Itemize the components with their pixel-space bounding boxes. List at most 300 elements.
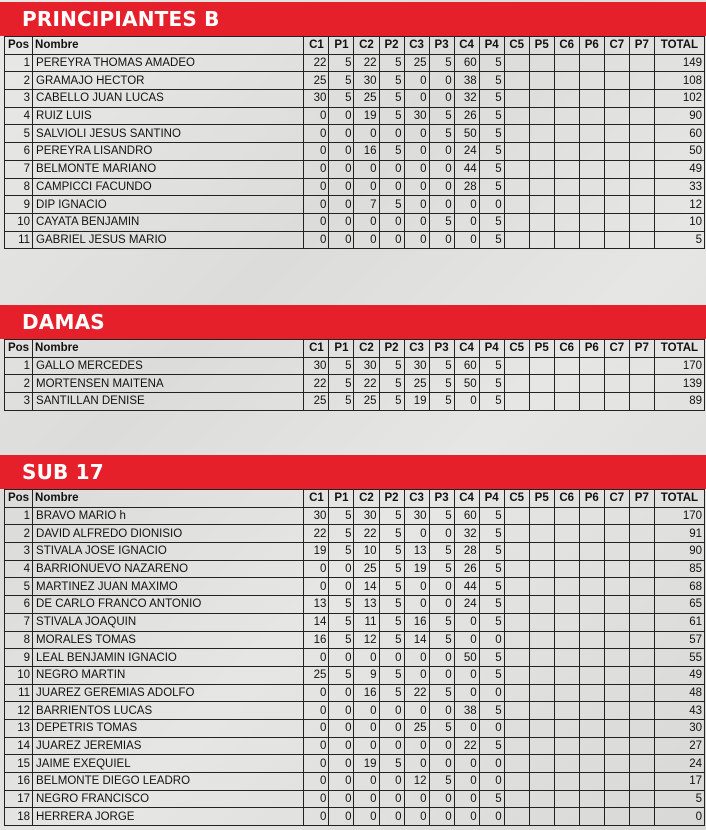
score-cell xyxy=(579,666,604,684)
position-cell: 7 xyxy=(5,160,33,178)
score-cell: 5 xyxy=(429,107,454,125)
name-cell: CABELLO JUAN LUCAS xyxy=(33,90,304,108)
column-header: P5 xyxy=(529,490,554,508)
score-cell: 0 xyxy=(354,213,379,231)
score-cell: 5 xyxy=(479,178,504,196)
score-cell xyxy=(579,125,604,143)
score-cell xyxy=(554,702,579,720)
score-cell: 5 xyxy=(479,737,504,755)
score-cell: 0 xyxy=(404,125,429,143)
score-cell xyxy=(529,543,554,561)
table-row xyxy=(5,790,705,808)
score-cell xyxy=(554,178,579,196)
score-cell: 5 xyxy=(379,578,404,596)
score-cell: 5 xyxy=(329,666,354,684)
section-damas xyxy=(0,305,706,411)
score-cell: 5 xyxy=(479,596,504,614)
position-cell: 18 xyxy=(5,808,33,826)
score-cell: 0 xyxy=(404,737,429,755)
score-cell xyxy=(604,90,629,108)
total-cell: 61 xyxy=(654,613,704,631)
score-cell: 0 xyxy=(329,649,354,667)
column-header: C5 xyxy=(504,37,529,55)
score-cell: 0 xyxy=(454,790,479,808)
score-cell xyxy=(504,357,529,375)
total-cell: 90 xyxy=(654,107,704,125)
score-cell xyxy=(629,143,654,161)
score-cell xyxy=(504,72,529,90)
score-cell xyxy=(554,143,579,161)
total-cell: 170 xyxy=(654,357,704,375)
score-cell xyxy=(529,790,554,808)
score-cell xyxy=(554,213,579,231)
score-cell: 0 xyxy=(429,596,454,614)
score-cell: 0 xyxy=(329,578,354,596)
column-header: C1 xyxy=(304,490,329,508)
score-cell: 0 xyxy=(354,125,379,143)
score-cell: 0 xyxy=(304,808,329,826)
score-cell xyxy=(554,737,579,755)
score-cell xyxy=(604,196,629,214)
column-header: C1 xyxy=(304,37,329,55)
score-cell: 5 xyxy=(379,613,404,631)
score-cell xyxy=(504,666,529,684)
position-cell: 2 xyxy=(5,72,33,90)
score-cell: 5 xyxy=(379,684,404,702)
column-header: P4 xyxy=(479,490,504,508)
score-cell xyxy=(604,684,629,702)
score-cell: 0 xyxy=(354,790,379,808)
column-header: P3 xyxy=(429,340,454,358)
column-header: C7 xyxy=(604,490,629,508)
position-cell: 6 xyxy=(5,143,33,161)
position-cell: 11 xyxy=(5,231,33,249)
score-cell xyxy=(604,72,629,90)
score-cell: 10 xyxy=(354,543,379,561)
total-cell: 43 xyxy=(654,702,704,720)
score-cell xyxy=(629,213,654,231)
column-header: C1 xyxy=(304,340,329,358)
table-row xyxy=(5,719,705,737)
score-cell xyxy=(554,507,579,525)
score-cell xyxy=(504,543,529,561)
column-header: C4 xyxy=(454,340,479,358)
position-cell: 7 xyxy=(5,613,33,631)
header-row xyxy=(5,37,705,55)
column-header: P4 xyxy=(479,340,504,358)
column-header: P3 xyxy=(429,37,454,55)
position-cell: 9 xyxy=(5,649,33,667)
table-row xyxy=(5,631,705,649)
score-cell: 25 xyxy=(404,719,429,737)
score-cell: 5 xyxy=(479,543,504,561)
score-cell: 38 xyxy=(454,702,479,720)
position-cell: 10 xyxy=(5,666,33,684)
score-cell xyxy=(504,213,529,231)
table-row xyxy=(5,357,705,375)
score-cell: 0 xyxy=(304,125,329,143)
score-cell: 14 xyxy=(404,631,429,649)
score-cell: 5 xyxy=(479,143,504,161)
column-header: P1 xyxy=(329,37,354,55)
name-cell: DAVID ALFREDO DIONISIO xyxy=(33,525,304,543)
score-cell xyxy=(504,684,529,702)
score-cell: 0 xyxy=(304,719,329,737)
score-cell: 25 xyxy=(304,72,329,90)
score-cell: 5 xyxy=(379,525,404,543)
score-cell xyxy=(529,560,554,578)
table-row xyxy=(5,613,705,631)
score-cell xyxy=(529,702,554,720)
score-cell xyxy=(604,54,629,72)
table-row xyxy=(5,649,705,667)
position-cell: 8 xyxy=(5,631,33,649)
score-cell xyxy=(554,719,579,737)
table-row xyxy=(5,213,705,231)
table-row xyxy=(5,54,705,72)
score-cell xyxy=(504,596,529,614)
score-cell xyxy=(604,596,629,614)
score-cell: 0 xyxy=(429,649,454,667)
score-cell: 0 xyxy=(304,213,329,231)
score-cell: 5 xyxy=(379,543,404,561)
score-cell xyxy=(504,578,529,596)
score-cell: 5 xyxy=(479,507,504,525)
position-cell: 1 xyxy=(5,357,33,375)
score-cell xyxy=(529,160,554,178)
score-cell xyxy=(604,507,629,525)
table-row xyxy=(5,196,705,214)
score-cell xyxy=(579,773,604,791)
score-cell xyxy=(504,631,529,649)
score-cell: 22 xyxy=(354,54,379,72)
score-cell xyxy=(529,596,554,614)
score-cell xyxy=(554,755,579,773)
position-cell: 12 xyxy=(5,702,33,720)
column-header: P2 xyxy=(379,37,404,55)
score-cell: 5 xyxy=(379,90,404,108)
score-cell xyxy=(554,393,579,411)
score-cell: 11 xyxy=(354,613,379,631)
score-cell: 0 xyxy=(404,72,429,90)
score-cell xyxy=(554,790,579,808)
score-cell xyxy=(504,808,529,826)
table-row xyxy=(5,178,705,196)
score-cell: 0 xyxy=(354,160,379,178)
column-header: P1 xyxy=(329,490,354,508)
score-cell: 0 xyxy=(429,808,454,826)
position-cell: 3 xyxy=(5,393,33,411)
score-cell: 5 xyxy=(379,507,404,525)
score-cell: 0 xyxy=(429,231,454,249)
score-cell xyxy=(504,90,529,108)
score-cell xyxy=(554,666,579,684)
score-cell: 0 xyxy=(304,684,329,702)
name-cell: NEGRO MARTIN xyxy=(33,666,304,684)
score-cell xyxy=(579,560,604,578)
score-cell xyxy=(579,375,604,393)
total-cell: 49 xyxy=(654,160,704,178)
score-cell xyxy=(554,231,579,249)
score-cell: 5 xyxy=(429,213,454,231)
total-cell: 30 xyxy=(654,719,704,737)
score-cell: 26 xyxy=(454,107,479,125)
score-cell: 5 xyxy=(429,54,454,72)
score-cell xyxy=(579,90,604,108)
score-cell: 0 xyxy=(429,196,454,214)
table-row xyxy=(5,666,705,684)
score-cell xyxy=(579,737,604,755)
score-cell: 0 xyxy=(304,790,329,808)
score-cell: 38 xyxy=(454,72,479,90)
score-cell: 5 xyxy=(429,560,454,578)
score-cell: 0 xyxy=(329,790,354,808)
name-cell: BARRIONUEVO NAZARENO xyxy=(33,560,304,578)
score-cell: 5 xyxy=(379,72,404,90)
score-cell: 5 xyxy=(429,684,454,702)
score-cell: 0 xyxy=(429,143,454,161)
score-cell xyxy=(604,631,629,649)
score-cell: 16 xyxy=(354,143,379,161)
table-row xyxy=(5,773,705,791)
score-cell: 0 xyxy=(479,631,504,649)
score-cell: 5 xyxy=(429,393,454,411)
score-cell xyxy=(604,773,629,791)
table-row xyxy=(5,507,705,525)
name-cell: BELMONTE DIEGO LEADRO xyxy=(33,773,304,791)
score-cell: 12 xyxy=(354,631,379,649)
score-cell: 0 xyxy=(329,719,354,737)
section-title: SUB 17 xyxy=(0,455,706,489)
score-cell xyxy=(529,773,554,791)
score-cell xyxy=(629,231,654,249)
name-cell: CAYATA BENJAMIN xyxy=(33,213,304,231)
total-cell: 108 xyxy=(654,72,704,90)
score-cell: 0 xyxy=(329,178,354,196)
score-cell xyxy=(529,808,554,826)
score-cell: 0 xyxy=(354,773,379,791)
score-cell: 0 xyxy=(479,755,504,773)
score-cell: 5 xyxy=(479,375,504,393)
position-cell: 15 xyxy=(5,755,33,773)
score-cell xyxy=(529,525,554,543)
column-header: P7 xyxy=(629,490,654,508)
score-cell: 16 xyxy=(404,613,429,631)
score-cell xyxy=(504,649,529,667)
score-cell xyxy=(604,649,629,667)
score-cell: 26 xyxy=(454,560,479,578)
score-cell xyxy=(604,666,629,684)
name-cell: STIVALA JOSE IGNACIO xyxy=(33,543,304,561)
score-cell xyxy=(579,178,604,196)
score-cell: 5 xyxy=(479,393,504,411)
score-cell: 0 xyxy=(354,231,379,249)
section-principiantes-b xyxy=(0,2,706,249)
score-cell: 0 xyxy=(304,578,329,596)
score-cell: 25 xyxy=(304,666,329,684)
total-cell: 33 xyxy=(654,178,704,196)
score-cell xyxy=(629,507,654,525)
score-cell: 0 xyxy=(329,773,354,791)
score-cell xyxy=(579,107,604,125)
score-cell: 5 xyxy=(379,107,404,125)
total-cell: 91 xyxy=(654,525,704,543)
score-cell: 0 xyxy=(454,213,479,231)
position-cell: 1 xyxy=(5,507,33,525)
score-cell: 5 xyxy=(429,543,454,561)
score-cell xyxy=(554,684,579,702)
column-header: P6 xyxy=(579,340,604,358)
score-cell: 24 xyxy=(454,143,479,161)
position-cell: 2 xyxy=(5,375,33,393)
score-cell xyxy=(554,525,579,543)
score-cell: 5 xyxy=(379,393,404,411)
score-cell xyxy=(529,357,554,375)
score-cell xyxy=(579,613,604,631)
score-cell: 0 xyxy=(429,72,454,90)
score-cell xyxy=(529,578,554,596)
score-cell: 0 xyxy=(379,773,404,791)
score-cell xyxy=(604,525,629,543)
score-cell xyxy=(629,107,654,125)
results-table xyxy=(4,489,705,826)
score-cell: 22 xyxy=(304,375,329,393)
score-cell: 0 xyxy=(479,773,504,791)
score-cell xyxy=(579,231,604,249)
position-cell: 13 xyxy=(5,719,33,737)
score-cell xyxy=(579,196,604,214)
score-cell: 5 xyxy=(479,525,504,543)
name-cell: PEREYRA LISANDRO xyxy=(33,143,304,161)
total-cell: 27 xyxy=(654,737,704,755)
score-cell xyxy=(504,393,529,411)
position-cell: 14 xyxy=(5,737,33,755)
total-cell: 60 xyxy=(654,125,704,143)
score-cell: 0 xyxy=(404,596,429,614)
score-cell: 0 xyxy=(404,525,429,543)
score-cell: 25 xyxy=(404,375,429,393)
score-cell xyxy=(579,213,604,231)
score-cell xyxy=(629,790,654,808)
table-row xyxy=(5,596,705,614)
score-cell: 7 xyxy=(354,196,379,214)
score-cell: 0 xyxy=(429,737,454,755)
score-cell: 0 xyxy=(429,578,454,596)
score-cell: 0 xyxy=(304,107,329,125)
score-cell: 0 xyxy=(379,213,404,231)
score-cell xyxy=(504,375,529,393)
column-header: C2 xyxy=(354,490,379,508)
header-row xyxy=(5,340,705,358)
score-cell xyxy=(629,125,654,143)
score-cell: 0 xyxy=(329,213,354,231)
column-header: C7 xyxy=(604,340,629,358)
score-cell xyxy=(579,578,604,596)
total-cell: 85 xyxy=(654,560,704,578)
score-cell xyxy=(554,90,579,108)
score-cell xyxy=(504,507,529,525)
score-cell xyxy=(529,755,554,773)
column-header: Nombre xyxy=(33,490,304,508)
score-cell: 0 xyxy=(404,666,429,684)
score-cell xyxy=(579,393,604,411)
score-cell: 5 xyxy=(379,143,404,161)
table-row xyxy=(5,125,705,143)
score-cell: 0 xyxy=(379,649,404,667)
score-cell: 0 xyxy=(429,666,454,684)
total-cell: 139 xyxy=(654,375,704,393)
table-row xyxy=(5,90,705,108)
score-cell xyxy=(629,773,654,791)
score-cell xyxy=(554,543,579,561)
header-row xyxy=(5,490,705,508)
score-cell xyxy=(554,578,579,596)
score-cell: 16 xyxy=(304,631,329,649)
score-cell xyxy=(604,613,629,631)
score-cell: 30 xyxy=(354,507,379,525)
results-table xyxy=(4,339,705,411)
name-cell: BELMONTE MARIANO xyxy=(33,160,304,178)
score-cell: 0 xyxy=(454,719,479,737)
score-cell: 19 xyxy=(354,755,379,773)
score-cell: 30 xyxy=(404,107,429,125)
score-cell xyxy=(604,790,629,808)
score-cell: 5 xyxy=(379,196,404,214)
total-cell: 90 xyxy=(654,543,704,561)
score-cell: 0 xyxy=(404,178,429,196)
score-cell xyxy=(529,231,554,249)
score-cell: 9 xyxy=(354,666,379,684)
score-cell xyxy=(554,773,579,791)
score-cell: 0 xyxy=(379,125,404,143)
score-cell: 0 xyxy=(379,808,404,826)
score-cell: 5 xyxy=(479,231,504,249)
score-cell: 0 xyxy=(329,702,354,720)
column-header: P5 xyxy=(529,340,554,358)
score-cell xyxy=(504,719,529,737)
score-cell: 5 xyxy=(479,649,504,667)
column-header: P3 xyxy=(429,490,454,508)
score-cell: 0 xyxy=(404,143,429,161)
score-cell xyxy=(504,737,529,755)
score-cell: 0 xyxy=(379,702,404,720)
score-cell xyxy=(554,631,579,649)
score-cell xyxy=(504,143,529,161)
score-cell: 0 xyxy=(379,178,404,196)
table-row xyxy=(5,375,705,393)
score-cell: 60 xyxy=(454,507,479,525)
score-cell: 0 xyxy=(479,196,504,214)
position-cell: 4 xyxy=(5,107,33,125)
name-cell: RUIZ LUIS xyxy=(33,107,304,125)
score-cell: 0 xyxy=(304,755,329,773)
score-cell: 5 xyxy=(329,631,354,649)
score-cell: 5 xyxy=(429,507,454,525)
score-cell: 5 xyxy=(479,357,504,375)
score-cell: 0 xyxy=(429,90,454,108)
name-cell: MARTINEZ JUAN MAXIMO xyxy=(33,578,304,596)
column-header: P5 xyxy=(529,37,554,55)
score-cell xyxy=(579,631,604,649)
column-header: P6 xyxy=(579,37,604,55)
score-cell: 0 xyxy=(479,684,504,702)
results-table xyxy=(4,36,705,249)
score-cell: 0 xyxy=(304,231,329,249)
score-cell: 30 xyxy=(404,507,429,525)
score-cell: 0 xyxy=(454,393,479,411)
score-cell xyxy=(604,178,629,196)
score-cell xyxy=(629,596,654,614)
